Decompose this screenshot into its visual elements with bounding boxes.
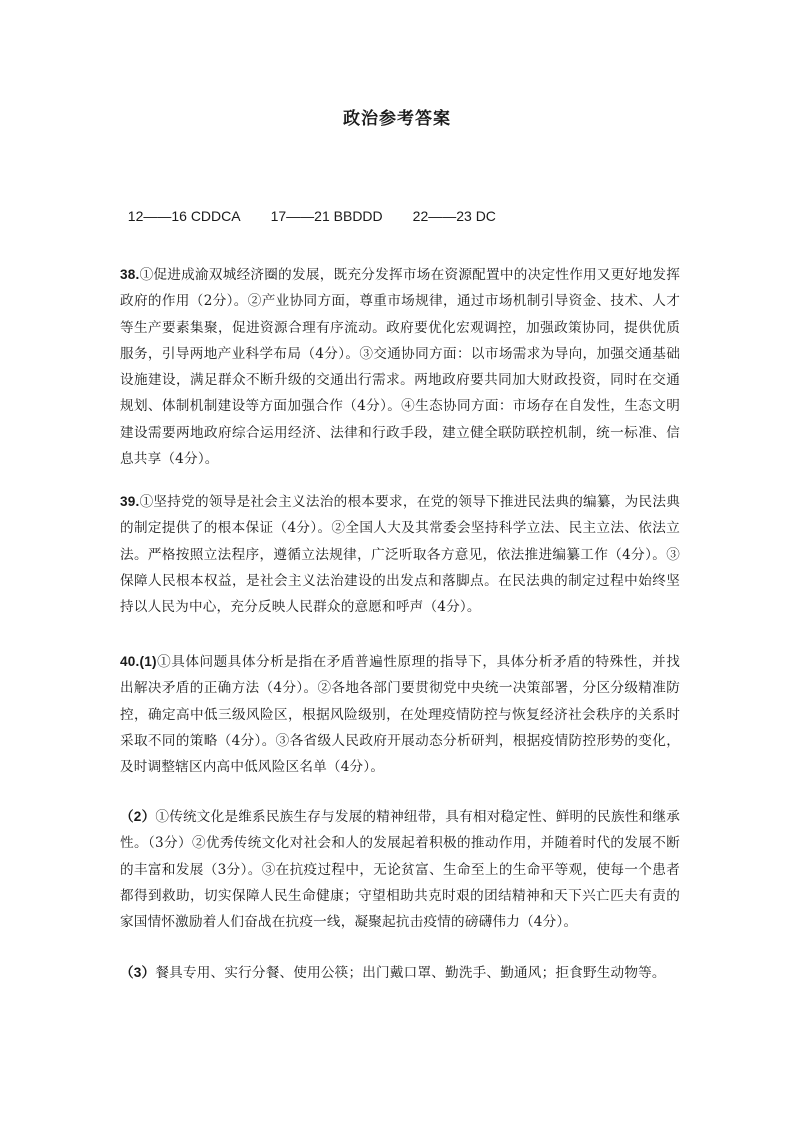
- answer-40-part-3: [120, 960, 680, 986]
- answer-38: [120, 262, 680, 472]
- answer-39-number: 39.: [120, 494, 140, 509]
- answer-40-part-3-number: （3）: [120, 965, 156, 980]
- answer-40-part-1: [120, 649, 680, 780]
- answer-40-part-1-number: 40.(1): [120, 654, 157, 669]
- answer-39: [120, 489, 680, 620]
- answer-40-part-3-text: 餐具专用、实行分餐、使用公筷；出门戴口罩、勤洗手、勤通风；拒食野生动物等。: [155, 965, 666, 981]
- page-title: 政治参考答案: [343, 109, 451, 129]
- answer-key-group-3: 22——23 DC: [412, 208, 496, 224]
- answer-40-part-2-text: ①传统文化是维系民族生存与发展的精神纽带，具有相对稳定性、鲜明的民族性和继承性。（3分）②优秀传统文化对社会和人的发展起着积极的推动作用，并随着时代的发展不断的丰富和发展（3分）。③在抗疫过程中，无论贫富、生命至上的生命平等观，使每一个患者都得到救助，切实保障人民生命健康；守望相助共克时艰的团结精神和天下兴亡匹夫有责的家国情怀激励着人们奋战在抗疫一线，凝聚起抗击疫情的磅礴伟力（4分）。: [120, 809, 680, 931]
- multiple-choice-answer-key: [120, 192, 496, 224]
- answer-key-group-1: 12——16 CDDCA: [127, 208, 241, 224]
- answer-38-number: 38.: [120, 267, 140, 282]
- answer-40-part-2-number: （2）: [120, 809, 156, 824]
- answer-38-text: ①促进成渝双城经济圈的发展，既充分发挥市场在资源配置中的决定性作用又更好地发挥政府的作用（2分）。②产业协同方面，尊重市场规律，通过市场机制引导资金、技术、人才等生产要素集聚，促进资源合理有序流动。政府要优化宏观调控，加强政策协同，提供优质服务，引导两地产业科学布局（4分）。③交通协同方面：以市场需求为导向，加强交通基础设施建设，满足群众不断升级的交通出行需求。两地政府要共同加大财政投资，同时在交通规划、体制机制建设等方面加强合作（4分）。④生态协同方面：市场存在自发性，生态文明建设需要两地政府综合运用经济、法律和行政手段，建立健全联防联控机制，统一标准、信息共享（4分）。: [120, 267, 680, 468]
- answer-key-group-2: 17——21 BBDDD: [270, 208, 383, 224]
- answer-40-part-1-text: ①具体问题具体分析是指在矛盾普遍性原理的指导下，具体分析矛盾的特殊性，并找出解决矛盾的正确方法（4分）。②各地各部门要贯彻党中央统一决策部署，分区分级精准防控，确定高中低三级风险区，根据风险级别，在处理疫情防控与恢复经济社会秩序的关系时采取不同的策略（4分）。③各省级人民政府开展动态分析研判，根据疫情防控形势的变化，及时调整辖区内高中低风险区名单（4分）。: [120, 654, 680, 776]
- answer-40-part-2: [120, 804, 680, 935]
- answer-39-text: ①坚持党的领导是社会主义法治的根本要求，在党的领导下推进民法典的编纂，为民法典的制定提供了的根本保证（4分）。②全国人大及其常委会坚持科学立法、民主立法、依法立法。严格按照立法程序，遵循立法规律，广泛听取各方意见，依法推进编纂工作（4分）。③保障人民根本权益，是社会主义法治建设的出发点和落脚点。在民法典的制定过程中始终坚持以人民为中心，充分反映人民群众的意愿和呼声（4分）。: [120, 494, 680, 616]
